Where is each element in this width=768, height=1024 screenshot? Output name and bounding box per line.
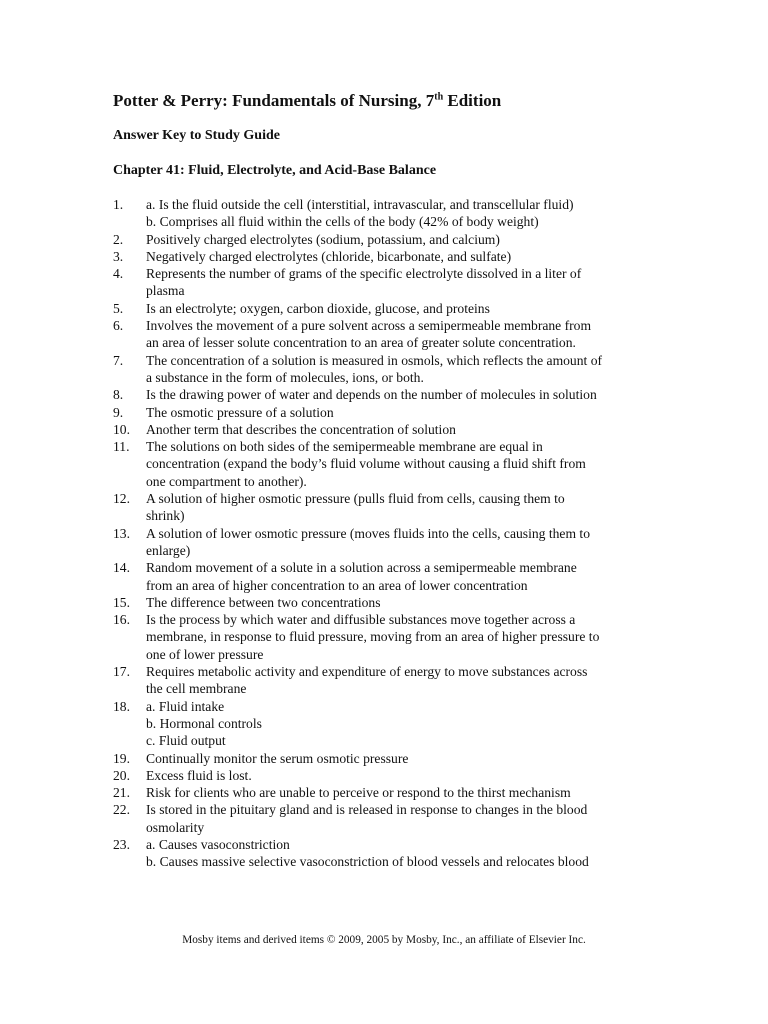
answer-line: Involves the movement of a pure solvent across a semipermeable membrane from [146, 318, 592, 334]
answer-line: Is the process by which water and diffusible substances move together across a [146, 612, 576, 628]
answer-number: 16. [113, 612, 130, 628]
answer-line: c. Fluid output [146, 733, 226, 749]
answer-line: shrink) [146, 508, 185, 524]
answer-line: the cell membrane [146, 681, 247, 697]
answer-line: a. Causes vasoconstriction [146, 836, 290, 852]
answer-text [146, 317, 673, 352]
answer-item [113, 386, 673, 403]
answer-line: Continually monitor the serum osmotic pressure [146, 750, 409, 766]
answer-line: The difference between two concentrations [146, 594, 381, 610]
answer-text [146, 801, 673, 836]
answer-item [113, 490, 673, 525]
answer-number: 1. [113, 197, 124, 212]
answer-line: a. Fluid intake [146, 698, 225, 714]
answer-item [113, 663, 673, 698]
answer-number: 15. [113, 594, 130, 610]
answer-item [113, 248, 673, 265]
answer-line: from an area of higher concentration to an area of lower concentration [146, 577, 528, 593]
answer-line: membrane, in response to fluid pressure, moving from an area of higher pressure to [146, 629, 600, 645]
answer-number: 7. [113, 352, 124, 368]
answer-item [113, 559, 673, 594]
answer-line: Requires metabolic activity and expenditure of energy to move substances across [146, 664, 588, 680]
answer-item [113, 404, 673, 421]
answer-item [113, 767, 673, 784]
answer-number: 23. [113, 836, 130, 852]
answer-item [113, 231, 673, 248]
answer-number: 22. [113, 802, 130, 818]
answer-line: Positively charged electrolytes (sodium, potassium, and calcium) [146, 231, 500, 247]
chapter-heading: Chapter 41: Fluid, Electrolyte, and Acid-Base Balance [113, 163, 437, 178]
answer-text [146, 421, 673, 438]
answer-line: Is an electrolyte; oxygen, carbon dioxide, glucose, and proteins [146, 300, 490, 316]
answer-text [146, 265, 673, 300]
answer-text [146, 611, 673, 663]
answer-line: The concentration of a solution is measured in osmols, which reflects the amount of [146, 352, 603, 368]
answer-line: one compartment to another). [146, 473, 307, 489]
answer-text [146, 490, 673, 525]
copyright-footer: Mosby items and derived items © 2009, 2005 by Mosby, Inc., an affiliate of Elsevier Inc. [182, 934, 586, 946]
answer-item [113, 525, 673, 560]
answer-number: 14. [113, 560, 130, 576]
answer-number: 11. [113, 439, 130, 455]
answer-line: one of lower pressure [146, 646, 264, 662]
answer-number: 5. [113, 300, 124, 316]
title-main: Potter & Perry: Fundamentals of Nursing, 7 [113, 91, 435, 110]
answer-number: 17. [113, 664, 130, 680]
answer-text [146, 231, 673, 248]
answer-item [113, 352, 673, 387]
answer-list [113, 196, 673, 871]
answer-number: 13. [113, 525, 130, 541]
answer-key-heading: Answer Key to Study Guide [113, 128, 280, 143]
answer-line: Is stored in the pituitary gland and is released in response to changes in the blood [146, 802, 588, 818]
answer-line: Represents the number of grams of the specific electrolyte dissolved in a liter of [146, 266, 582, 282]
answer-item [113, 836, 673, 871]
answer-text [146, 698, 673, 750]
answer-text [146, 300, 673, 317]
answer-line: Negatively charged electrolytes (chloride, bicarbonate, and sulfate) [146, 248, 512, 264]
answer-line: A solution of higher osmotic pressure (pulls fluid from cells, causing them to [146, 491, 565, 507]
answer-text [146, 404, 673, 421]
answer-item [113, 421, 673, 438]
document-title [113, 91, 501, 111]
answer-number: 6. [113, 318, 124, 334]
answer-line: b. Hormonal controls [146, 715, 262, 731]
answer-item [113, 698, 673, 750]
answer-line: plasma [146, 283, 185, 299]
answer-text [146, 767, 673, 784]
answer-text [146, 196, 673, 231]
answer-text [146, 386, 673, 403]
answer-number: 12. [113, 491, 130, 507]
answer-text [146, 438, 673, 490]
answer-number: 9. [113, 404, 124, 420]
answer-number: 20. [113, 767, 130, 783]
answer-number: 18. [113, 698, 130, 714]
answer-line: a. Is the fluid outside the cell (interstitial, intravascular, and transcellular fluid) [146, 197, 574, 212]
answer-item [113, 801, 673, 836]
answer-line: Random movement of a solute in a solution across a semipermeable membrane [146, 560, 577, 576]
answer-text [146, 559, 673, 594]
title-superscript: th [434, 91, 444, 103]
answer-item [113, 750, 673, 767]
answer-line: Is the drawing power of water and depends on the number of molecules in solution [146, 387, 597, 403]
answer-text [146, 784, 673, 801]
answer-number: 19. [113, 750, 130, 766]
answer-line: a substance in the form of molecules, ions, or both. [146, 369, 424, 385]
answer-number: 4. [113, 266, 124, 282]
answer-number: 21. [113, 785, 130, 801]
answer-line: an area of lesser solute concentration to an area of greater solute concentration. [146, 335, 576, 351]
answer-line: concentration (expand the body’s fluid volume without causing a fluid shift from [146, 456, 586, 472]
answer-text [146, 750, 673, 767]
answer-item [113, 300, 673, 317]
answer-number: 2. [113, 231, 124, 247]
answer-line: The osmotic pressure of a solution [146, 404, 334, 420]
answer-line: The solutions on both sides of the semipermeable membrane are equal in [146, 439, 543, 455]
answer-number: 8. [113, 387, 124, 403]
answer-text [146, 836, 673, 871]
answer-line: b. Comprises all fluid within the cells of the body (42% of body weight) [146, 214, 539, 230]
answer-text [146, 663, 673, 698]
answer-item [113, 265, 673, 300]
answer-line: Another term that describes the concentration of solution [146, 421, 456, 437]
answer-number: 3. [113, 248, 124, 264]
answer-item [113, 438, 673, 490]
answer-line: enlarge) [146, 542, 191, 558]
title-suffix: Edition [443, 91, 502, 110]
answer-line: osmolarity [146, 819, 205, 835]
answer-number: 10. [113, 421, 130, 437]
answer-item [113, 611, 673, 663]
answer-line: A solution of lower osmotic pressure (moves fluids into the cells, causing them to [146, 525, 590, 541]
answer-text [146, 525, 673, 560]
answer-item [113, 196, 673, 231]
answer-line: Excess fluid is lost. [146, 767, 252, 783]
answer-line: Risk for clients who are unable to perceive or respond to the thirst mechanism [146, 785, 571, 801]
answer-item [113, 317, 673, 352]
answer-item [113, 784, 673, 801]
answer-item [113, 594, 673, 611]
answer-text [146, 594, 673, 611]
answer-line: b. Causes massive selective vasoconstriction of blood vessels and relocates blood [146, 854, 589, 870]
answer-text [146, 248, 673, 265]
answer-text [146, 352, 673, 387]
